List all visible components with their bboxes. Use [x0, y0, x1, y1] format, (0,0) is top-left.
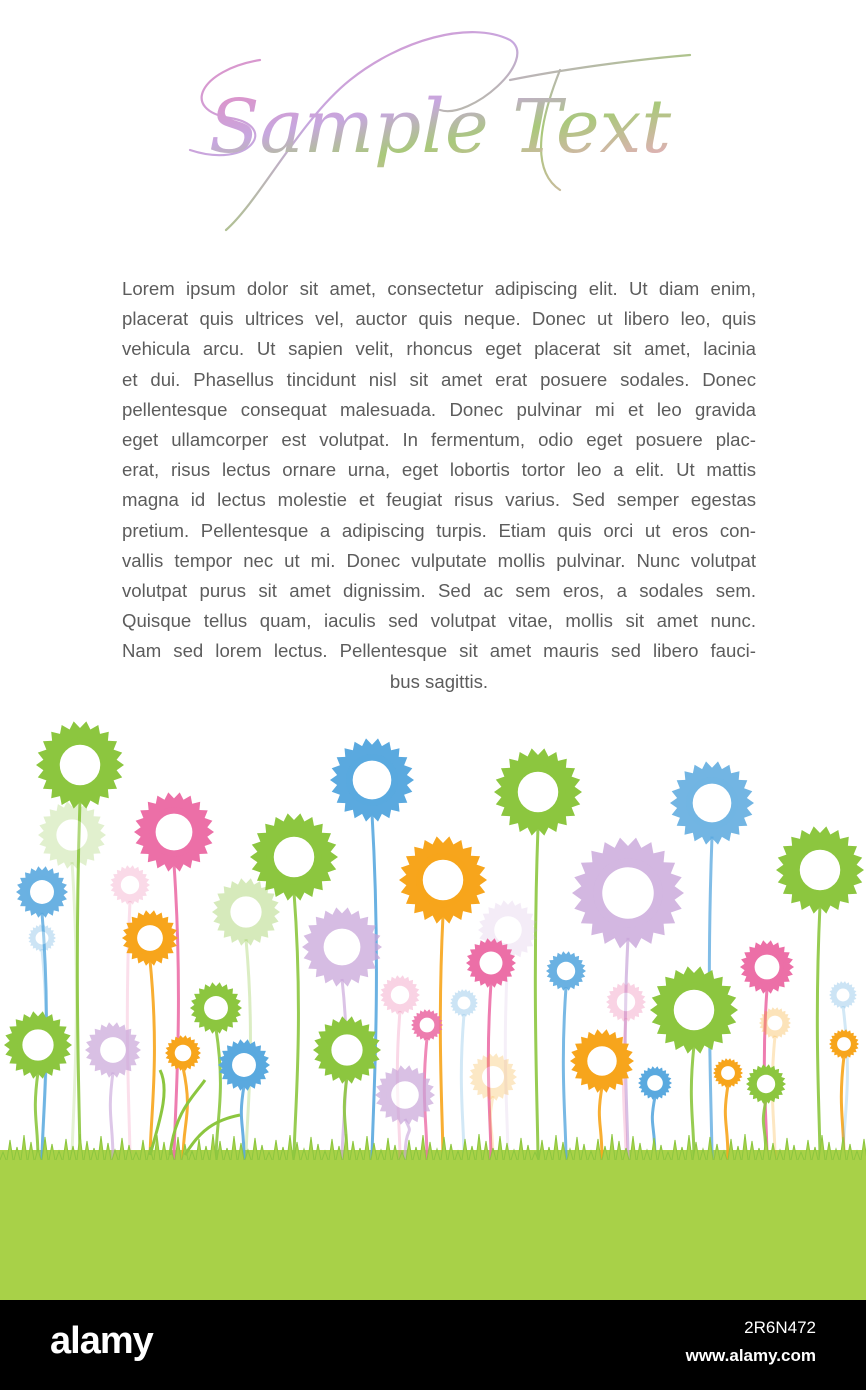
title-text: Sample Text [208, 84, 672, 170]
flower [829, 1029, 859, 1059]
alamy-logo: alamy [50, 1320, 153, 1362]
flower [572, 838, 684, 949]
flower [494, 748, 582, 835]
flower-stem [817, 905, 820, 1160]
body-line: Lorem ipsum dolor sit amet, consectetur adipiscing elit. Ut diam enim, [122, 278, 756, 299]
flower [713, 1058, 743, 1088]
flower-stem [691, 1045, 694, 1160]
body-line: erat, risus lectus ornare urna, eget lobortis tortor leo a elit. Ut mattis [122, 459, 756, 481]
flower-stem [461, 1014, 464, 1160]
flower-stem [372, 814, 376, 1160]
flower-stem [150, 960, 154, 1160]
flower [16, 866, 68, 917]
flower-stem [843, 1006, 847, 1160]
flower [302, 907, 382, 986]
flower-meadow [0, 700, 866, 1170]
flower [411, 1009, 443, 1041]
body-line: bus sagittis. [389, 670, 489, 692]
flower [746, 1064, 786, 1104]
watermark-footer [0, 1300, 866, 1390]
flower [330, 738, 414, 821]
body-line: vehicula arcu. Ut sapien velit, rhoncus eget placerat sit amet, lacinia [122, 338, 756, 360]
flower [380, 975, 420, 1015]
flower [399, 836, 487, 923]
image-id: 2R6N472 [744, 1318, 816, 1337]
flower-stem [535, 827, 538, 1160]
body-line: eget ullamcorper est volutpat. In fermentum, odio eget posuere plac- [122, 429, 756, 451]
flower [606, 982, 646, 1022]
flower [740, 940, 794, 993]
flower [776, 826, 864, 913]
flower [650, 966, 738, 1053]
body-paragraph [122, 274, 756, 697]
body-line: magna id lectus molestie et feugiat risus varius. Sed semper egestas [122, 489, 756, 511]
flower-stem [110, 1072, 113, 1160]
flower-stem [174, 864, 178, 1160]
flower [218, 1039, 270, 1090]
flower [134, 792, 214, 871]
body-line: pretium. Pellentesque a adipiscing turpis. Etiam quis orci ut eros con- [122, 519, 756, 541]
site-url: www.alamy.com [685, 1346, 816, 1365]
grass-ground [0, 1150, 866, 1300]
flower [165, 1035, 201, 1071]
title-lettering [0, 0, 866, 270]
body-line: Nam sed lorem lectus. Pellentesque sit amet mauris sed libero fauci- [122, 640, 756, 662]
body-line: vallis tempor nec ut mi. Donec vulputate mollis pulvinar. Nunc volutpat [122, 549, 756, 571]
body-line: Quisque tellus quam, iaculis sed volutpat vitae, mollis sit amet nunc. [122, 610, 756, 632]
flower-stem [440, 915, 443, 1160]
body-line: pellentesque consequat malesuada. Donec pulvinar mi et leo gravida [122, 398, 756, 420]
body-line: placerat quis ultrices vel, auctor quis neque. Donec ut libero leo, quis [122, 308, 756, 330]
flower-stem [505, 954, 508, 1160]
flower [110, 865, 150, 905]
flower [36, 721, 124, 808]
flower [670, 761, 754, 844]
flower-stem [725, 1085, 728, 1160]
flower [28, 924, 56, 952]
flower [469, 1053, 517, 1101]
flower [638, 1066, 672, 1100]
flower-stem [294, 892, 298, 1160]
flower [450, 989, 478, 1017]
flower [313, 1016, 381, 1083]
flower-stem [216, 1029, 220, 1160]
flower-stem [35, 1072, 38, 1160]
flower [4, 1011, 72, 1078]
flower-stem [72, 862, 76, 1160]
flower [38, 801, 106, 868]
flower [546, 951, 586, 991]
body-line: et dui. Phasellus tincidunt nisl sit amet erat posuere sodales. Donec [122, 368, 756, 390]
flower [85, 1022, 141, 1077]
flower-stem [563, 987, 566, 1160]
flower [250, 813, 338, 900]
body-line: volutpat purus sit amet dignissim. Sed ac sem eros, a sodales sem. [122, 580, 756, 602]
flower [829, 981, 857, 1009]
flower [190, 982, 242, 1033]
